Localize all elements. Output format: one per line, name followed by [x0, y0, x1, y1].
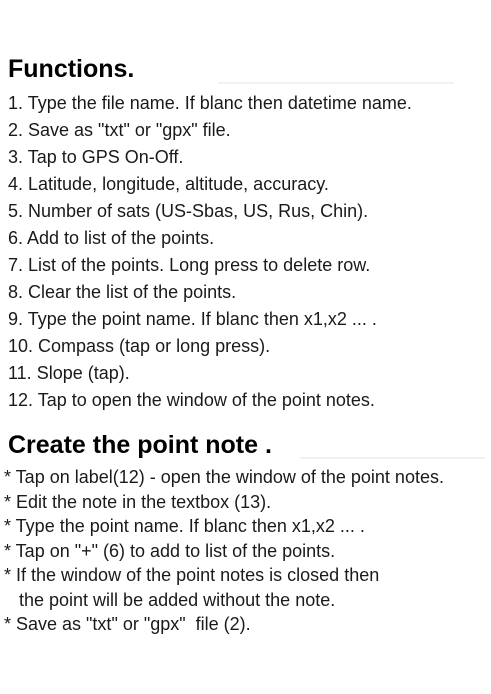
note-step-7: * Save as "txt" or "gpx" file (2).	[4, 614, 251, 634]
function-item-2: 2. Save as "txt" or "gpx" file.	[8, 120, 231, 140]
function-item-8: 8. Clear the list of the points.	[8, 282, 237, 302]
note-step-1: * Tap on label(12) - open the window of the point notes.	[4, 467, 444, 487]
note-step-4: * Tap on "+" (6) to add to list of the points.	[4, 540, 336, 561]
function-item-12: 12. Tap to open the window of the point notes.	[8, 390, 375, 410]
function-item-10: 10. Compass (tap or long press).	[8, 336, 271, 356]
function-item-6: 6. Add to list of the points.	[8, 228, 215, 248]
function-item-11: 11. Slope (tap).	[8, 363, 130, 383]
heading-divider	[218, 82, 454, 84]
function-item-3: 3. Tap to GPS On-Off.	[8, 147, 184, 167]
note-step-6: the point will be added without the note.	[4, 589, 336, 610]
functions-heading: Functions.	[8, 55, 135, 83]
create-note-steps	[4, 465, 444, 637]
create-note-heading: Create the point note .	[8, 431, 272, 459]
heading-divider	[300, 457, 485, 459]
functions-list	[8, 90, 412, 414]
function-item-5: 5. Number of sats (US-Sbas, US, Rus, Chin).	[8, 201, 369, 221]
note-step-5: * If the window of the point notes is closed then	[4, 565, 380, 585]
function-item-1: 1. Type the file name. If blanc then datetime name.	[8, 93, 412, 113]
function-item-4: 4. Latitude, longitude, altitude, accuracy.	[8, 174, 329, 194]
note-step-2: * Edit the note in the textbox (13).	[4, 491, 272, 512]
function-item-7: 7. List of the points. Long press to delete row.	[8, 255, 371, 275]
function-item-9: 9. Type the point name. If blanc then x1,x2 ... .	[8, 309, 377, 329]
note-step-3: * Type the point name. If blanc then x1,x2 ... .	[4, 516, 365, 536]
